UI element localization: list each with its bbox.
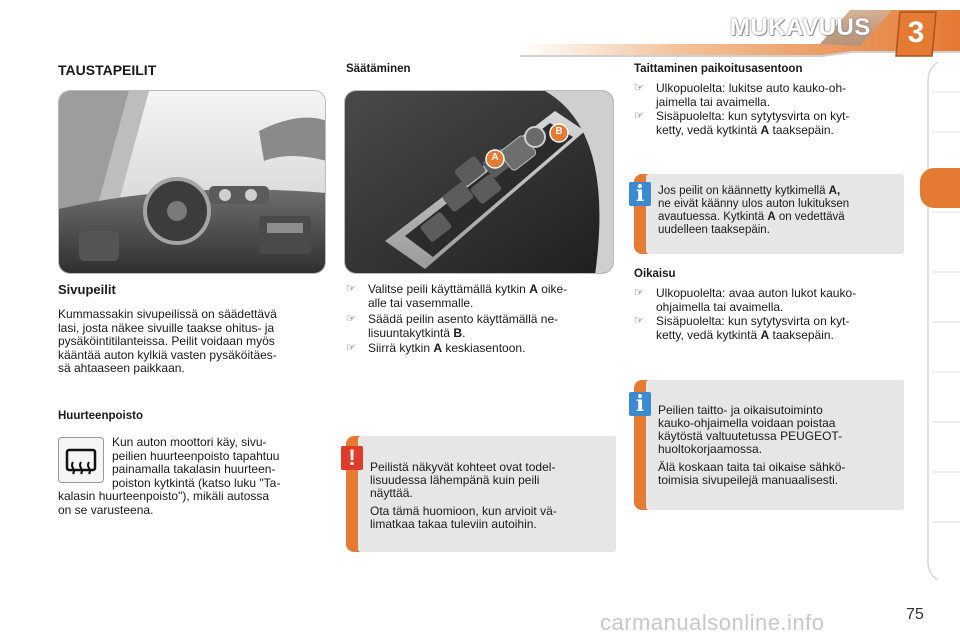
fold-step-1: ☞ Ulkopuolelta: lukitse auto kauko-oh- jaimella tai avaimella.	[634, 81, 847, 109]
intro-paragraph	[58, 308, 328, 376]
defrost-line: poiston kytkintä (katso luku "Ta-	[112, 475, 281, 490]
defrost-title: Huurteenpoisto	[58, 410, 143, 422]
watermark: carmanualsonline.info	[600, 610, 825, 635]
rear-defrost-icon	[58, 437, 104, 483]
adjust-step-3: ☞ Siirrä kytkin A keskiasentoon.	[346, 341, 526, 355]
pointing-hand-icon: ☞	[346, 283, 356, 295]
pointing-hand-icon: ☞	[634, 110, 644, 122]
intro-line: pysäköintitilanteissa. Peilit voidaan myös	[58, 334, 275, 348]
defrost-paragraph-top	[112, 436, 330, 490]
defrost-line: on se varusteena.	[58, 502, 154, 517]
chapter-number: 3	[907, 16, 925, 49]
info-text-remote: Peilien taitto- ja oikaisutoiminto kauko-ohjaimella voidaan poistaa käytöstä valtuutetussa PEUGEOT- huoltokorjaamossa. Älä koskaan taita tai oikaise sähkö- toimisia sivupeilejä manuaalisesti.	[658, 403, 846, 487]
interior-mirror-photo	[58, 90, 326, 274]
side-tab-active[interactable]	[920, 168, 960, 208]
unfold-step-2: ☞ Sisäpuolelta: kun sytytysvirta on kyt- ketty, vedä kytkintä A taaksepäin.	[634, 314, 850, 342]
page-number: 75	[906, 606, 924, 623]
intro-line: lasi, josta näkee sivuille taakse ohitus- ja	[58, 320, 275, 335]
pointing-hand-icon: ☞	[634, 82, 644, 94]
warning-icon: !	[341, 446, 363, 470]
chapter-title: MUKAVUUS	[730, 14, 871, 41]
pointing-hand-icon: ☞	[346, 313, 356, 325]
defrost-line: painamalla takalasin huurteen-	[112, 462, 276, 476]
callout-b: B	[555, 126, 563, 137]
unfold-title: Oikaisu	[634, 268, 676, 280]
fold-title: Taittaminen paikoitusasentoon	[634, 63, 803, 75]
subtitle-side-mirrors: Sivupeilit	[58, 282, 116, 297]
callout-a: A	[491, 152, 499, 163]
mirror-switch-photo	[344, 90, 614, 274]
pointing-hand-icon: ☞	[634, 287, 644, 299]
defrost-paragraph-bottom	[58, 490, 330, 517]
info-icon: i	[629, 182, 651, 206]
side-tab-rail	[926, 62, 960, 582]
fold-step-2: ☞ Sisäpuolelta: kun sytytysvirta on kyt- ketty, vedä kytkintä A taaksepäin.	[634, 109, 850, 137]
intro-line: sä ahtaaseen paikkaan.	[58, 361, 185, 375]
section-title: TAUSTAPEILIT	[58, 62, 157, 78]
adjust-step-1: ☞ Valitse peili käyttämällä kytkin A oike- alle tai vasemmalle.	[346, 282, 568, 310]
info-text-folding: Jos peilit on käännetty kytkimellä A, ne eivät käänny ulos auton lukituksen avautuessa. Kytkintä A on vedettävä uudelleen taaksepäin.	[658, 185, 850, 236]
adjustment-title: Säätäminen	[346, 63, 411, 75]
defrost-line: kalasin huurteenpoisto"), mikäli autossa	[58, 489, 270, 503]
defrost-line: Kun auton moottori käy, sivu-	[112, 435, 267, 449]
intro-line: Kummassakin sivupeilissä on säädettävä	[58, 307, 277, 321]
intro-line: kääntää auton kylkiä vasten pysäköitäes-	[58, 347, 277, 362]
info-icon: i	[629, 392, 651, 416]
warning-text: Peilistä näkyvät kohteet ovat todel- lisuudessa lähempänä kuin peili näyttää. Ota tämä huomioon, kun arvioit vä- limatkaa takaa tuleviin autoihin.	[370, 460, 557, 531]
unfold-step-1: ☞ Ulkopuolelta: avaa auton lukot kauko- ohjaimella tai avaimella.	[634, 286, 857, 314]
adjust-step-2: ☞ Säädä peilin asento käyttämällä ne- lisuuntakytkintä B.	[346, 312, 559, 340]
pointing-hand-icon: ☞	[346, 342, 356, 354]
defrost-line: peilien huurteenpoisto tapahtuu	[112, 448, 280, 463]
pointing-hand-icon: ☞	[634, 315, 644, 327]
